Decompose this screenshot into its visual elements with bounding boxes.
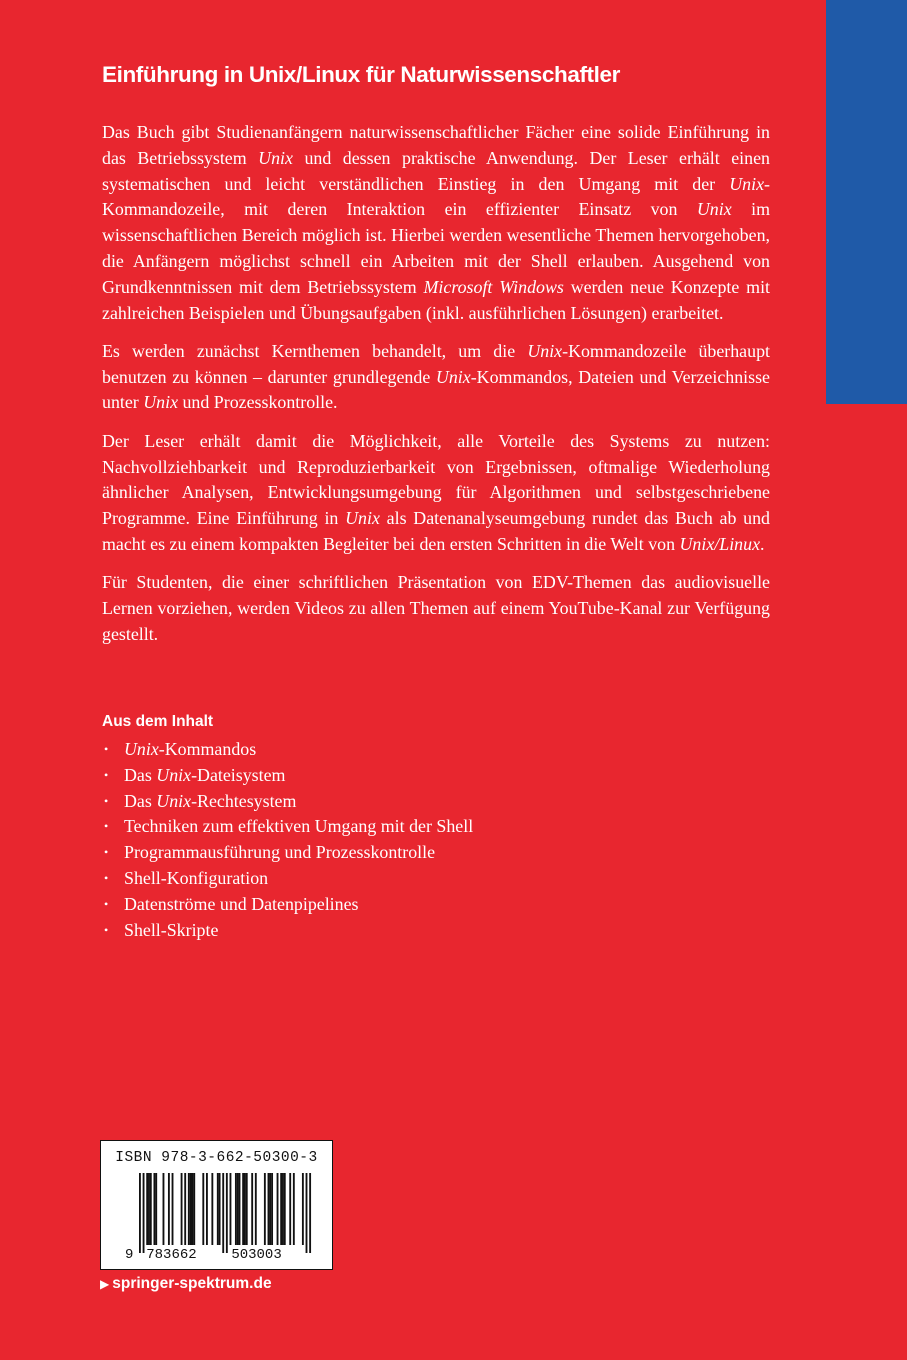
barcode-bar (264, 1173, 266, 1245)
text-run: werden neue Konzepte mit zahlreichen Beispielen und Übungsaufgaben (inkl. ausführlichen Lösungen) erarbeitet. (102, 276, 771, 323)
text-run: Shell-Skripte (124, 919, 219, 940)
barcode-bar (282, 1173, 284, 1245)
barcode-bar (244, 1173, 246, 1245)
italic-term: Unix (124, 739, 159, 759)
barcode-bar (302, 1173, 304, 1245)
barcode-bar (277, 1173, 279, 1245)
bullet-icon: • (104, 870, 109, 885)
contents-list (102, 737, 473, 943)
text-run: . (760, 533, 765, 554)
publisher-url[interactable] (100, 1275, 272, 1293)
barcode-bar (284, 1173, 286, 1245)
italic-term: Unix (527, 340, 563, 361)
barcode-bar (206, 1173, 208, 1245)
barcode-bar (289, 1173, 291, 1245)
text-run: Techniken zum effektiven Umgang mit der Shell (124, 816, 474, 837)
list-item (102, 892, 473, 918)
italic-term: Unix/Linux (679, 533, 761, 554)
bullet-icon: • (104, 896, 109, 911)
barcode-bar (255, 1173, 257, 1245)
bullet-icon: • (104, 793, 109, 808)
text-run: -Kommandos (158, 739, 257, 759)
barcode-bar (163, 1173, 165, 1245)
text-run: Das Buch gibt Studienanfängern naturwissenschaftlicher Fächer eine solide Einführung in das Betriebssystem (102, 122, 770, 168)
blurb-paragraph (102, 120, 770, 326)
italic-term: Unix (143, 392, 179, 413)
italic-term: Unix (729, 173, 765, 194)
barcode-bar (226, 1173, 228, 1253)
isbn-label: ISBN 978-3-662-50300-3 (115, 1150, 318, 1166)
barcode-bar (155, 1173, 157, 1245)
bullet-icon: • (104, 819, 109, 834)
barcode-bar (217, 1173, 219, 1245)
barcode-bar (242, 1173, 244, 1245)
text-run: im wissenschaftlichen Bereich möglich ist. Hierbei werden wesentliche Themen hervorgehoben, die Anfängern möglichst schnell ein Arbeiten mit der Shell erlauben. Ausgehend von Grundkenntnissen mit dem Betriebssystem (102, 199, 771, 297)
bullet-icon: • (104, 767, 109, 782)
barcode-bar (188, 1173, 190, 1245)
text-run: und Prozesskontrolle. (178, 392, 338, 413)
barcode-bar (306, 1173, 308, 1253)
text-run: -Kommandozeile überhaupt benutzen zu können – darunter grundlegende (102, 340, 770, 387)
italic-term: Unix (258, 147, 293, 168)
barcode-bar (146, 1173, 148, 1245)
list-item (102, 737, 473, 763)
list-item (102, 918, 473, 944)
blurb-paragraph (102, 339, 770, 416)
barcode-bar (222, 1173, 224, 1253)
isbn-barcode-box (100, 1140, 333, 1270)
barcode-bar (271, 1173, 273, 1245)
barcode-bar (293, 1173, 295, 1245)
barcode-bar (172, 1173, 174, 1245)
barcode-bar (192, 1173, 194, 1245)
barcode-bar (168, 1173, 170, 1245)
barcode-bar (230, 1173, 232, 1245)
text-run: Das (124, 790, 157, 811)
barcode-bar (139, 1173, 141, 1253)
arrow-icon: ▶ (100, 1277, 110, 1291)
blurb-text (102, 120, 770, 660)
barcode-bar (237, 1173, 239, 1245)
italic-term: Microsoft Windows (423, 276, 564, 297)
barcode-bar (309, 1173, 311, 1253)
barcode-bar (235, 1173, 237, 1245)
text-run: Es werden zunächst Kernthemen behandelt, um die (102, 340, 528, 361)
text-run: -Dateisystem (191, 764, 286, 785)
text-run: -Kommandozeile, mit deren Interaktion ein effizienter Einsatz von (102, 173, 770, 220)
blue-spine-band (826, 0, 907, 404)
barcode-digits: 503003 (231, 1247, 282, 1259)
blurb-paragraph (102, 429, 770, 558)
barcode-bar (211, 1173, 213, 1245)
list-item (102, 814, 473, 840)
barcode-bar (268, 1173, 270, 1245)
barcode-bar (280, 1173, 282, 1245)
italic-term: Unix (345, 508, 380, 529)
barcode-digits: 783662 (146, 1247, 197, 1259)
text-run: Datenströme und Datenpipelines (124, 893, 359, 914)
text-run: -Kommandos, Dateien und Verzeichnisse unter (102, 366, 770, 413)
barcode-bar (143, 1173, 145, 1253)
italic-term: Unix (435, 366, 471, 387)
barcode (125, 1173, 317, 1259)
text-run: -Rechtesystem (191, 790, 297, 811)
list-item (102, 840, 473, 866)
barcode-bar (184, 1173, 186, 1245)
list-item (102, 763, 473, 789)
text-run: Programmausführung und Prozesskontrolle (124, 842, 436, 863)
text-run: und dessen praktische Anwendung. Der Leser erhält einen systematischen und leicht verständlichen Einstieg in den Umgang mit der (102, 147, 770, 194)
barcode-bar (148, 1173, 150, 1245)
italic-term: Unix (156, 764, 192, 785)
barcode-bar (246, 1173, 248, 1245)
list-item (102, 866, 473, 892)
barcode-bar (181, 1173, 183, 1245)
publisher-url-text: springer-spektrum.de (112, 1275, 272, 1292)
barcode-bar (153, 1173, 155, 1245)
text-run: Shell-Konfiguration (124, 867, 269, 888)
bullet-icon: • (104, 742, 109, 756)
contents-heading: Aus dem Inhalt (102, 713, 214, 730)
list-item (102, 789, 473, 815)
barcode-bar (239, 1173, 241, 1245)
barcode-bar (190, 1173, 192, 1245)
bullet-icon: • (104, 845, 109, 860)
text-run: als Datenanalyseumgebung rundet das Buch ab und macht es zu einem kompakten Begleiter bei den ersten Schritten in die Welt von (102, 508, 770, 554)
barcode-bar (251, 1173, 253, 1245)
italic-term: Unix (156, 790, 192, 811)
text-run: Für Studenten, die einer schriftlichen Präsentation von EDV-Themen das audiovisuelle Lernen vorziehen, werden Videos zu allen Themen auf einem YouTube-Kanal zur Verfügung gestellt. (102, 572, 770, 644)
book-title: Einführung in Unix/Linux für Naturwissenschaftler (102, 62, 620, 87)
barcode-digits: 9 (125, 1247, 134, 1259)
barcode-bar (219, 1173, 221, 1245)
text-run: Das (124, 764, 157, 785)
barcode-bar (269, 1173, 271, 1245)
italic-term: Unix (696, 199, 732, 220)
barcode-bar (193, 1173, 195, 1245)
blurb-paragraph (102, 570, 770, 647)
barcode-bar (202, 1173, 204, 1245)
bullet-icon: • (104, 922, 109, 937)
barcode-bar (150, 1173, 152, 1245)
text-run: Der Leser erhält damit die Möglichkeit, alle Vorteile des Systems zu nutzen: Nachvollziehbarkeit und Reproduzierbarkeit von Ergebnissen, oftmalige Wiederholung ähnlicher Analysen, Entwicklungsumgebung für Algorithmen und selbstgeschriebene Programme. Eine Einführung in (102, 430, 770, 529)
